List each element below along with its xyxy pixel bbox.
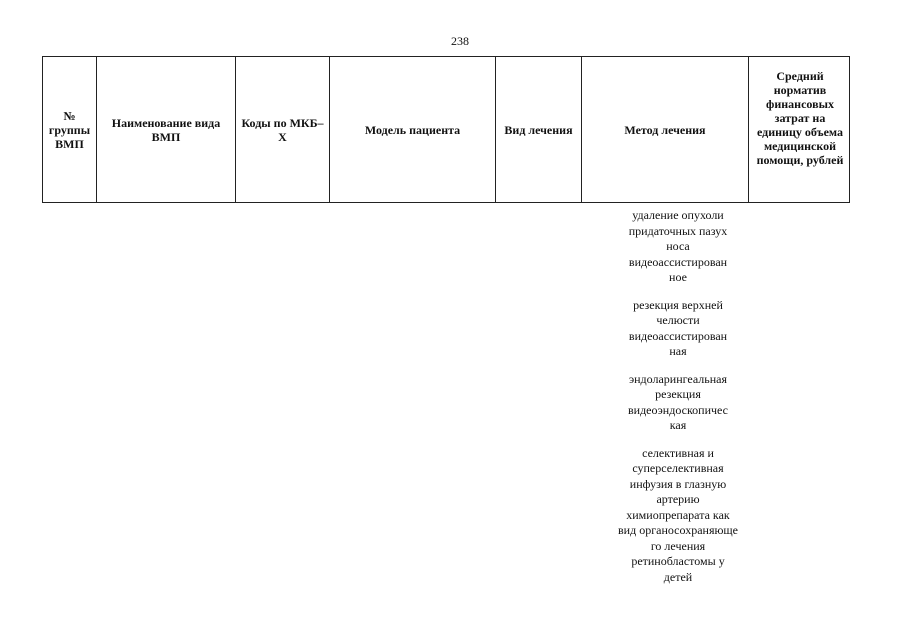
header-vmp-name: Наименование вида ВМП (97, 57, 236, 202)
header-icd-codes: Коды по МКБ–Х (236, 57, 330, 202)
header-group-number: № группы ВМП (43, 57, 97, 202)
treatment-method: резекция верхней челюсти видеоассистирован ная (628, 297, 728, 358)
treatment-method: эндоларингеальная резекция видеоэндоскопичес кая (627, 371, 729, 432)
table-header (42, 56, 850, 203)
header-treatment-type: Вид лечения (496, 57, 582, 202)
header-treatment-method: Метод лечения (582, 57, 749, 202)
treatment-methods-list (612, 208, 744, 597)
header-average-cost: Средний норматив финансовых затрат на единицу объема медицинской помощи, рублей (756, 69, 844, 167)
treatment-method: удаление опухоли придаточных пазух носа видеоассистирован ное (628, 208, 728, 284)
treatment-method: селективная и суперселективная инфузия в глазную артерию химиопрепарата как вид органосохраняюще го лечения ретинобластомы у детей (618, 445, 738, 584)
page-number: 238 (451, 34, 469, 48)
header-patient-model: Модель пациента (330, 57, 496, 202)
